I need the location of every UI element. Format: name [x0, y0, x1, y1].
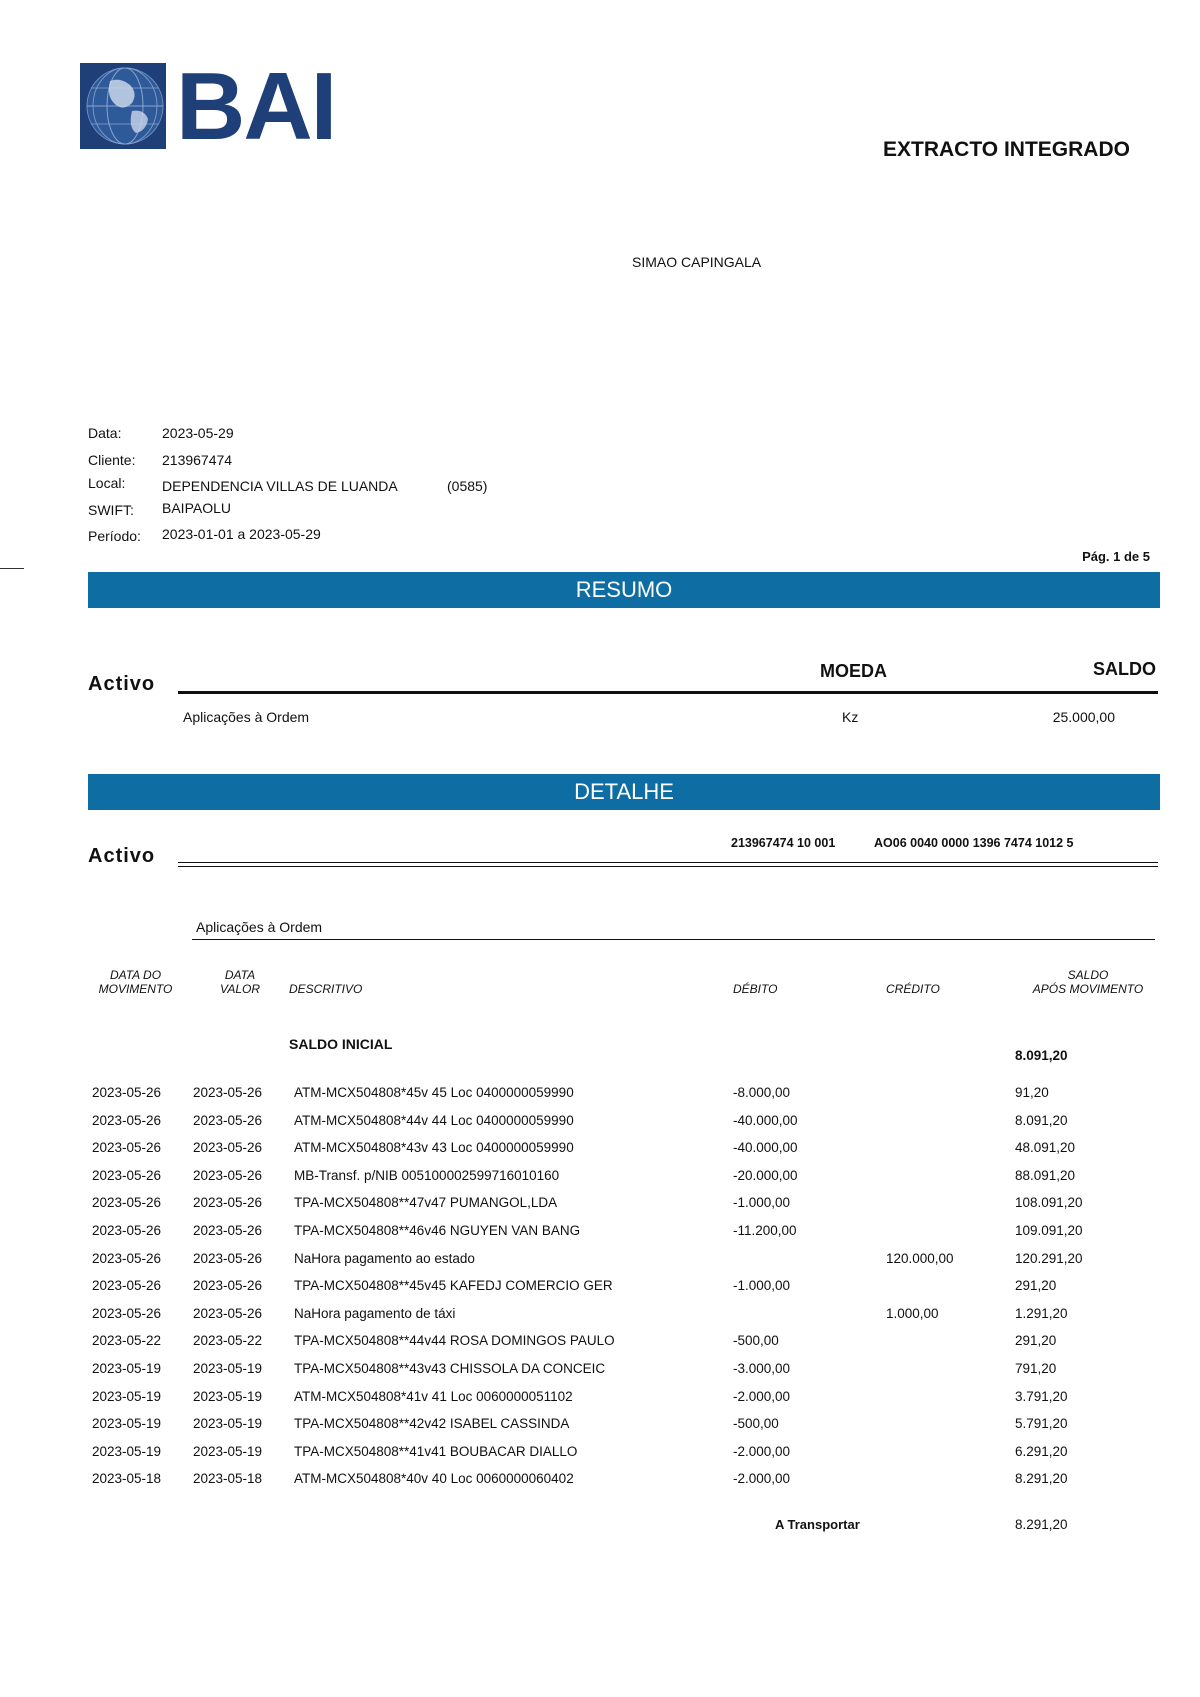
row-data-valor: 2023-05-26 [193, 1167, 263, 1183]
row-data-valor: 2023-05-26 [193, 1195, 263, 1211]
iban: AO06 0040 0000 1396 7474 1012 5 [874, 836, 1074, 850]
local-label: Local: [88, 475, 126, 491]
col-header-saldo-line2: APÓS MOVIMENTO [1032, 982, 1144, 996]
table-row [0, 1389, 1200, 1416]
table-row [0, 1361, 1200, 1388]
row-credito: 1.000,00 [886, 1305, 939, 1321]
subtitle-rule [192, 939, 1155, 940]
date-value: 2023-05-29 [162, 425, 234, 441]
row-data-valor: 2023-05-19 [193, 1416, 263, 1432]
row-descritivo: TPA-MCX504808**45v45 KAFEDJ COMERCIO GER [294, 1278, 613, 1294]
swift-value: BAIPAOLU [162, 500, 231, 516]
row-saldo: 791,20 [1015, 1361, 1057, 1376]
local-code: (0585) [447, 478, 488, 494]
row-debito: -1.000,00 [733, 1278, 791, 1294]
row-descritivo: ATM-MCX504808*41v 41 Loc 0060000051102 [294, 1388, 573, 1404]
col-header-saldo-line1: SALDO [1067, 968, 1109, 982]
row-descritivo: TPA-MCX504808**41v41 BOUBACAR DIALLO [294, 1443, 578, 1459]
row-saldo: 8.291,20 [1015, 1471, 1068, 1487]
row-descritivo: ATM-MCX504808*40v 40 Loc 0060000060402 [294, 1471, 574, 1487]
detalhe-rule-2 [178, 866, 1158, 867]
table-row [0, 1085, 1200, 1112]
col-header-data-movimento-line2: MOVIMENTO [98, 982, 173, 996]
row-saldo: 3.791,20 [1015, 1388, 1068, 1404]
row-debito: -40.000,00 [733, 1140, 798, 1156]
row-data-valor: 2023-05-18 [193, 1471, 263, 1487]
row-data-movimento: 2023-05-26 [92, 1223, 162, 1238]
table-row [0, 1168, 1200, 1195]
row-debito: -500,00 [733, 1333, 779, 1349]
table-row [0, 1333, 1200, 1360]
row-saldo: 88.091,20 [1015, 1167, 1076, 1183]
row-debito: -2.000,00 [733, 1471, 791, 1487]
saldo-inicial-label: SALDO INICIAL [289, 1036, 393, 1052]
resumo-section-title: Activo [88, 673, 156, 695]
row-descritivo: ATM-MCX504808*45v 45 Loc 0400000059990 [294, 1085, 574, 1100]
row-saldo: 6.291,20 [1015, 1443, 1068, 1459]
period-value: 2023-01-01 a 2023-05-29 [162, 526, 321, 542]
resumo-col-moeda: MOEDA [820, 661, 887, 681]
bai-logo [80, 53, 336, 160]
row-saldo: 120.291,20 [1015, 1250, 1083, 1266]
col-header-data-valor [210, 968, 270, 996]
row-descritivo: MB-Transf. p/NIB 005100002599716010160 [294, 1167, 560, 1183]
row-data-movimento: 2023-05-26 [92, 1305, 162, 1321]
row-descritivo: ATM-MCX504808*44v 44 Loc 0400000059990 [294, 1112, 574, 1128]
client-name: SIMAO CAPINGALA [632, 254, 762, 270]
table-row [0, 1306, 1200, 1333]
table-row [0, 1195, 1200, 1222]
margin-mark [0, 568, 24, 569]
table-row [0, 1278, 1200, 1305]
col-header-debito: DÉBITO [733, 982, 778, 996]
table-row [0, 1444, 1200, 1471]
row-debito: -2.000,00 [733, 1443, 791, 1459]
period-label: Período: [88, 528, 141, 544]
detalhe-subtitle: Aplicações à Ordem [196, 919, 323, 935]
row-descritivo: ATM-MCX504808*43v 43 Loc 0400000059990 [294, 1140, 574, 1156]
row-debito: -11.200,00 [733, 1223, 797, 1238]
row-data-valor: 2023-05-26 [193, 1305, 263, 1321]
row-saldo: 109.091,20 [1015, 1223, 1083, 1238]
row-descritivo: TPA-MCX504808**47v47 PUMANGOL,LDA [294, 1195, 558, 1211]
row-data-movimento: 2023-05-22 [92, 1333, 162, 1349]
row-data-valor: 2023-05-26 [193, 1140, 263, 1156]
row-debito: -2.000,00 [733, 1388, 791, 1404]
row-descritivo: TPA-MCX504808**42v42 ISABEL CASSINDA [294, 1416, 570, 1432]
row-data-valor: 2023-05-19 [193, 1361, 263, 1376]
row-data-movimento: 2023-05-19 [92, 1416, 162, 1432]
row-data-movimento: 2023-05-26 [92, 1167, 162, 1183]
transport-value: 8.291,20 [1015, 1517, 1068, 1532]
row-saldo: 291,20 [1015, 1278, 1057, 1294]
row-debito: -20.000,00 [733, 1167, 798, 1183]
row-saldo: 108.091,20 [1015, 1195, 1083, 1211]
row-data-movimento: 2023-05-26 [92, 1085, 162, 1100]
row-debito: -1.000,00 [733, 1195, 791, 1211]
row-data-movimento: 2023-05-26 [92, 1278, 162, 1294]
row-debito: -40.000,00 [733, 1112, 798, 1128]
resumo-rule [178, 691, 1158, 694]
col-header-data-movimento-line1: DATA DO [109, 968, 162, 982]
row-saldo: 1.291,20 [1015, 1305, 1068, 1321]
local-value: DEPENDENCIA VILLAS DE LUANDA [162, 478, 398, 494]
saldo-inicial-value: 8.091,20 [1015, 1048, 1068, 1063]
row-data-movimento: 2023-05-26 [92, 1140, 162, 1156]
resumo-row-moeda: Kz [842, 709, 859, 725]
col-header-data-valor-line2: VALOR [219, 982, 261, 996]
row-saldo: 48.091,20 [1015, 1140, 1076, 1156]
row-data-valor: 2023-05-26 [193, 1223, 263, 1238]
brand-name: BAI [176, 53, 336, 160]
col-header-data-valor-line1: DATA [224, 968, 256, 982]
detalhe-bar: DETALHE [88, 774, 1160, 810]
col-header-credito: CRÉDITO [886, 982, 940, 996]
table-row [0, 1223, 1200, 1250]
detalhe-rule-1 [178, 862, 1158, 863]
col-header-saldo [1018, 968, 1158, 996]
account-number: 213967474 10 001 [731, 836, 836, 850]
row-data-valor: 2023-05-26 [193, 1112, 263, 1128]
transport-label: A Transportar [775, 1517, 860, 1532]
row-data-movimento: 2023-05-26 [92, 1250, 162, 1266]
row-debito: -3.000,00 [733, 1361, 791, 1376]
row-data-movimento: 2023-05-19 [92, 1443, 162, 1459]
col-header-data-movimento [88, 968, 183, 996]
table-row [0, 1251, 1200, 1278]
row-debito: -8.000,00 [733, 1085, 791, 1100]
row-saldo: 91,20 [1015, 1085, 1049, 1100]
row-data-movimento: 2023-05-18 [92, 1471, 162, 1487]
row-descritivo: TPA-MCX504808**44v44 ROSA DOMINGOS PAULO [294, 1333, 615, 1349]
client-label: Cliente: [88, 452, 136, 468]
table-row [0, 1113, 1200, 1140]
col-header-descritivo: DESCRITIVO [289, 982, 363, 996]
document-title: EXTRACTO INTEGRADO [883, 138, 1130, 161]
resumo-row-label: Aplicações à Ordem [183, 709, 310, 725]
row-descritivo: NaHora pagamento ao estado [294, 1250, 475, 1266]
detalhe-section-title: Activo [88, 845, 156, 867]
row-data-valor: 2023-05-19 [193, 1388, 263, 1404]
page-number: Pág. 1 de 5 [1082, 549, 1150, 564]
client-value: 213967474 [162, 452, 233, 468]
row-data-valor: 2023-05-26 [193, 1085, 263, 1100]
row-data-valor: 2023-05-22 [193, 1333, 263, 1349]
row-saldo: 5.791,20 [1015, 1416, 1068, 1432]
table-row [0, 1471, 1200, 1498]
row-credito: 120.000,00 [886, 1250, 954, 1266]
resumo-row-saldo: 25.000,00 [1052, 709, 1115, 725]
row-descritivo: TPA-MCX504808**46v46 NGUYEN VAN BANG [294, 1223, 581, 1238]
table-row [0, 1416, 1200, 1443]
date-label: Data: [88, 425, 122, 441]
row-data-movimento: 2023-05-26 [92, 1112, 162, 1128]
resumo-col-saldo: SALDO [1093, 659, 1156, 679]
swift-label: SWIFT: [88, 502, 134, 518]
row-data-movimento: 2023-05-19 [92, 1388, 162, 1404]
row-saldo: 291,20 [1015, 1333, 1057, 1349]
row-descritivo: TPA-MCX504808**43v43 CHISSOLA DA CONCEIC [294, 1361, 606, 1376]
row-data-valor: 2023-05-26 [193, 1250, 263, 1266]
row-data-movimento: 2023-05-19 [92, 1361, 162, 1376]
table-row [0, 1140, 1200, 1167]
resumo-bar: RESUMO [88, 572, 1160, 608]
row-data-valor: 2023-05-19 [193, 1443, 263, 1459]
row-debito: -500,00 [733, 1416, 779, 1432]
globe-icon [80, 63, 166, 149]
row-descritivo: NaHora pagamento de táxi [294, 1305, 456, 1321]
row-data-movimento: 2023-05-26 [92, 1195, 162, 1211]
row-data-valor: 2023-05-26 [193, 1278, 263, 1294]
row-saldo: 8.091,20 [1015, 1112, 1068, 1128]
